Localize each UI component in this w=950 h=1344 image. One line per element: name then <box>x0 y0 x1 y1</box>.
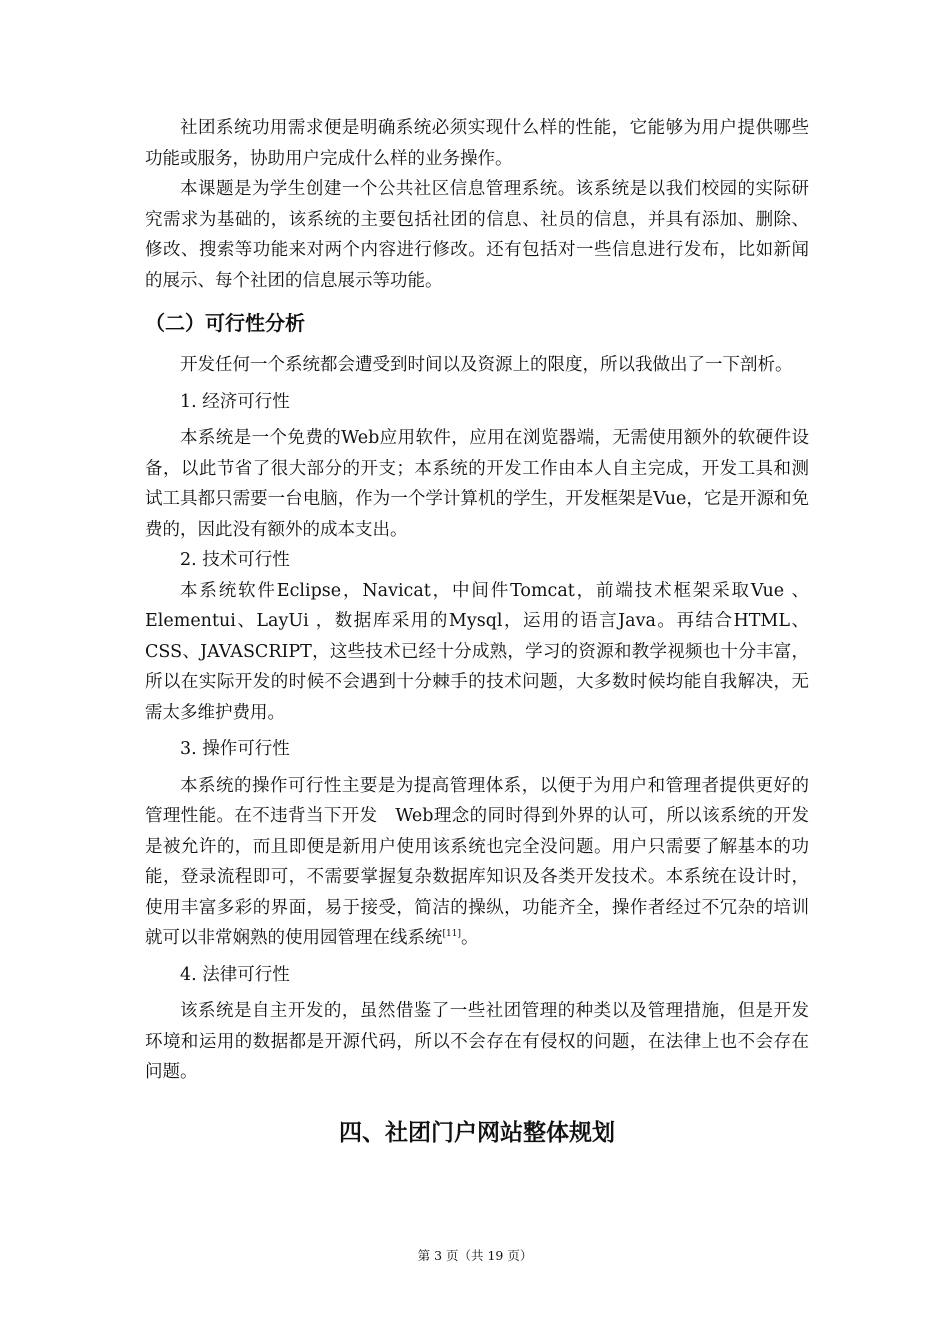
section-heading: （二）可行性分析 <box>145 311 305 335</box>
subsection-text-technical: 本系统软件Eclipse，Navicat，中间件Tomcat，前端技术框架采取Vue 、Elementui、LayUi ，数据库采用的Mysql，运用的语言Java。再结合HTML、CSS、JAVASCRIPT，这些技术已经十分成熟，学习的资源和教学视频也十分丰富，所以在实际开发的时候不会遇到十分棘手的技术问题，大多数时候均能自我解决，无需太多维护费用。 <box>145 580 809 723</box>
subsection-title-operational: 3. 操作可行性 <box>180 739 290 759</box>
subsection-text-economic: 本系统是一个免费的Web应用软件，应用在浏览器端，无需使用额外的软硬件设备，以此节省了很大部分的开支；本系统的开发工作由本人自主完成，开发工具和测试工具都只需要一台电脑，作为一个学计算机的学生，开发框架是Vue，它是开源和免费的，因此没有额外的成本支出。 <box>145 428 809 540</box>
subsection-text-legal: 该系统是自主开发的，虽然借鉴了一些社团管理的种类以及管理措施，但是开发环境和运用的数据都是开源代码，所以不会存在有侵权的问题，在法律上也不会存在问题。 <box>145 1001 809 1082</box>
subsection-title-legal: 4. 法律可行性 <box>180 964 290 985</box>
subsection-title-technical: 2. 技术可行性 <box>180 550 290 570</box>
body-paragraph: 本课题是为学生创建一个公共社区信息管理系统。该系统是以我们校园的实际研究需求为基础的，该系统的主要包括社团的信息、社员的信息，并具有添加、删除、修改、搜索等功能来对两个内容进行修改。还有包括对一些信息进行发布，比如新闻的展示、每个社团的信息展示等功能。 <box>145 179 809 291</box>
chapter-heading: 四、社团门户网站整体规划 <box>339 1119 615 1146</box>
operational-text: 本系统的操作可行性主要是为提高管理体系，以便于为用户和管理者提供更好的管理性能。在不违背当下开发 Web理念的同时得到外界的认可，所以该系统的开发是被允许的，而且即便是新用户使用该系统也完全没问题。用户只需要了解基本的功能，登录流程即可，不需要掌握复杂数据库知识及各类开发技术。本系统在设计时，使用丰富多彩的界面，易于接受，简洁的操纵，功能齐全，操作者经过不冗杂的培训就可以非常娴熟的使用园管理在线系统 <box>145 775 809 948</box>
subsection-title-economic: 1. 经济可行性 <box>180 391 290 412</box>
intro-paragraph: 开发任何一个系统都会遭受到时间以及资源上的限度，所以我做出了一下剖析。 <box>180 355 793 375</box>
body-paragraph: 社团系统功用需求便是明确系统必须实现什么样的性能，它能够为用户提供哪些功能或服务，协助用户完成什么样的业务操作。 <box>145 118 809 169</box>
page-footer: 第 3 页（共 19 页） <box>417 1248 533 1263</box>
citation-marker: [11] <box>442 929 461 940</box>
operational-text-tail: 。 <box>460 928 479 948</box>
subsection-text-operational <box>145 771 809 954</box>
page-body <box>145 113 809 1150</box>
